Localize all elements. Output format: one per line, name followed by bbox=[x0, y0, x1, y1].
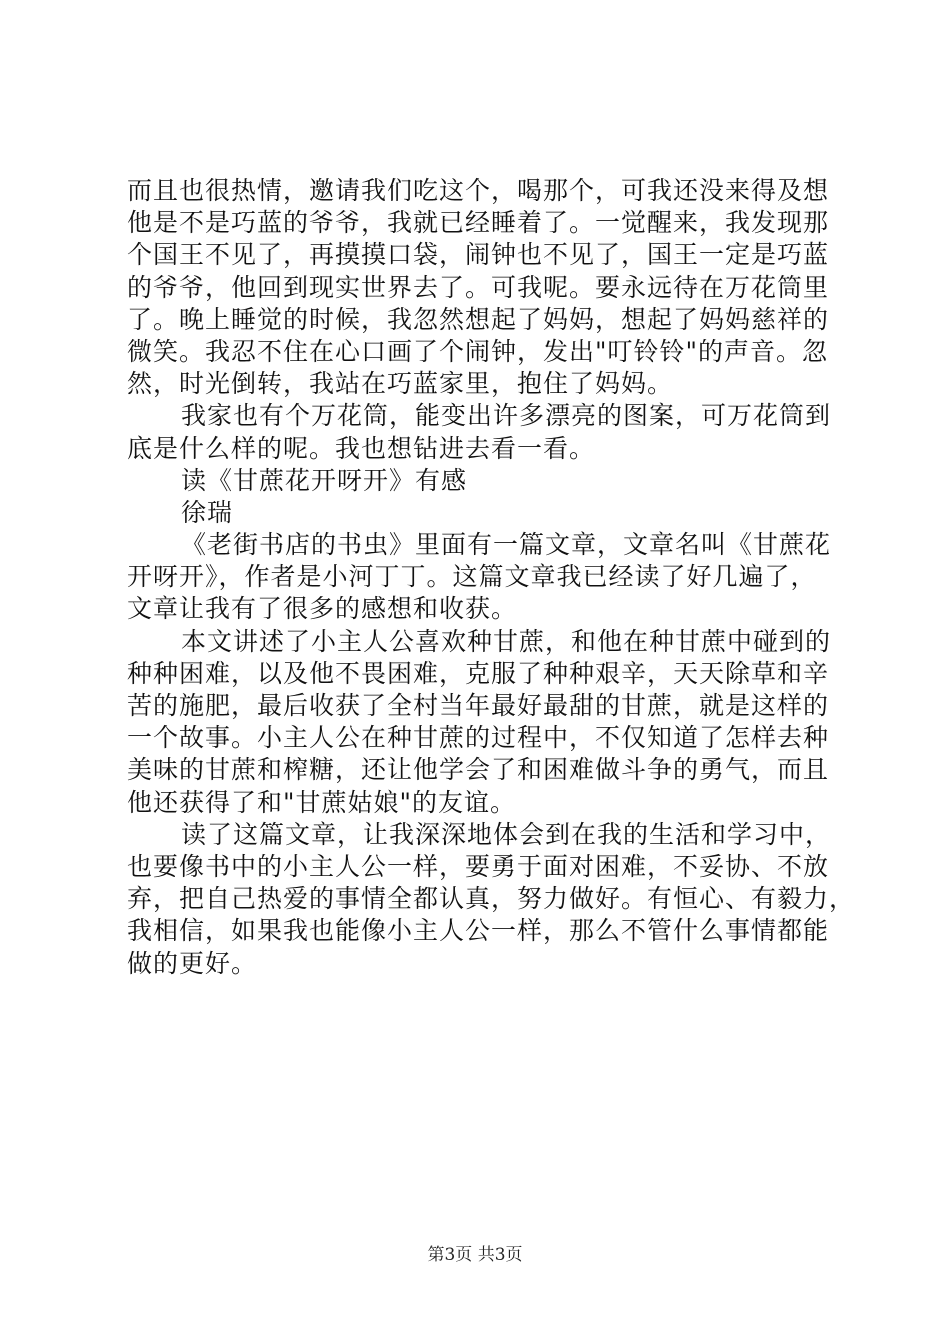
text-line: 了。晚上睡觉的时候，我忽然想起了妈妈，想起了妈妈慈祥的 bbox=[127, 304, 830, 334]
text-line: 美味的甘蔗和榨糖，还让他学会了和困难做斗争的勇气，而且 bbox=[127, 755, 830, 785]
text-line: 他还获得了和"甘蔗姑娘"的友谊。 bbox=[127, 787, 516, 817]
text-line: 读《甘蔗花开呀开》有感 bbox=[181, 465, 468, 495]
text-line: 本文讲述了小主人公喜欢种甘蔗，和他在种甘蔗中碰到的 bbox=[181, 626, 832, 656]
text-line: 底是什么样的呢。我也想钻进去看一看。 bbox=[127, 433, 596, 463]
text-line: 种种困难，以及他不畏困难，克服了种种艰辛，天天除草和辛 bbox=[127, 658, 830, 688]
text-line: 一个故事。小主人公在种甘蔗的过程中，不仅知道了怎样去种 bbox=[127, 723, 830, 753]
text-line: 弃，把自己热爱的事情全都认真，努力做好。有恒心、有毅力， bbox=[127, 884, 856, 914]
text-line: 而且也很热情，邀请我们吃这个，喝那个，可我还没来得及想 bbox=[127, 176, 830, 205]
text-line: 开呀开》，作者是小河丁丁。这篇文章我已经读了好几遍了， bbox=[127, 562, 817, 592]
text-line: 个国王不见了，再摸摸口袋，闹钟也不见了，国王一定是巧蓝 bbox=[127, 240, 830, 270]
text-line: 我家也有个万花筒，能变出许多漂亮的图案，可万花筒到 bbox=[181, 401, 832, 431]
text-line: 做的更好。 bbox=[127, 948, 258, 978]
text-line: 然，时光倒转，我站在巧蓝家里，抱住了妈妈。 bbox=[127, 369, 674, 399]
text-line: 苦的施肥，最后收获了全村当年最好最甜的甘蔗，就是这样的 bbox=[127, 691, 830, 720]
document-body bbox=[127, 175, 856, 980]
text-line: 徐瑞 bbox=[181, 497, 234, 527]
text-line: 文章让我有了很多的感想和收获。 bbox=[127, 594, 518, 624]
page-footer: 第3页 共3页 bbox=[427, 1245, 523, 1265]
text-line: 也要像书中的小主人公一样，要勇于面对困难，不妥协、不放 bbox=[127, 851, 830, 881]
text-line: 读了这篇文章，让我深深地体会到在我的生活和学习中， bbox=[181, 819, 832, 849]
text-line: 我相信，如果我也能像小主人公一样，那么不管什么事情都能 bbox=[127, 916, 830, 946]
text-line: 的爷爷，他回到现实世界去了。可我呢。要永远待在万花筒里 bbox=[127, 272, 830, 302]
text-line: 他是不是巧蓝的爷爷，我就已经睡着了。一觉醒来，我发现那 bbox=[127, 208, 830, 238]
text-line: 微笑。我忍不住在心口画了个闹钟，发出"叮铃铃"的声音。忽 bbox=[127, 336, 829, 366]
text-line: 《老街书店的书虫》里面有一篇文章，文章名叫《甘蔗花 bbox=[181, 530, 832, 560]
